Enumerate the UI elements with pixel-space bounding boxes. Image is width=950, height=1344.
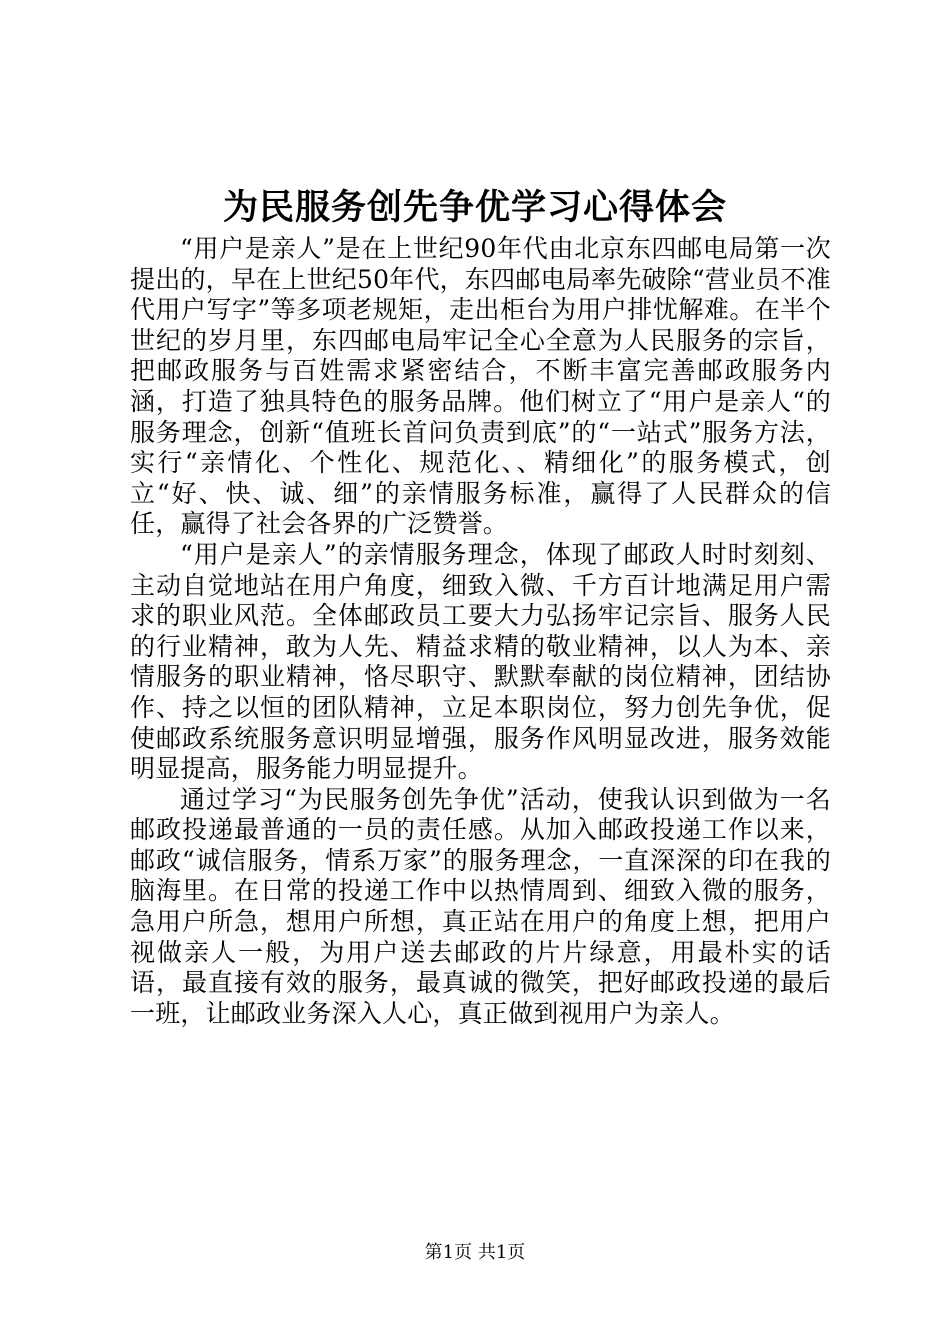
paragraph-2: “用户是亲人”的亲情服务理念，体现了邮政人时时刻刻、主动自觉地站在用户角度，细致入微、千方百计地满足用户需求的职业风范。全体邮政员工要大力弘扬牢记宗旨、服务人民的行业精神，敢为人先、精益求精的敬业精神，以人为本、亲情服务的职业精神，恪尽职守、默默奉献的岗位精神，团结协作、持之以恒的团队精神，立足本职岗位，努力创先争优，促使邮政系统服务意识明显增强，服务作风明显改进，服务效能明显提高，服务能力明显提升。	[130, 539, 831, 784]
document-body	[130, 234, 831, 1029]
paragraph-3: 通过学习“为民服务创先争优”活动，使我认识到做为一名邮政投递最普通的一员的责任感。从加入邮政投递工作以来，邮政“诚信服务，情系万家”的服务理念，一直深深的印在我的脑海里。在日常的投递工作中以热情周到、细致入微的服务，急用户所急，想用户所想，真正站在用户的角度上想，把用户视做亲人一般，为用户送去邮政的片片绿意，用最朴实的话语，最直接有效的服务，最真诚的微笑，把好邮政投递的最后一班，让邮政业务深入人心，真正做到视用户为亲人。	[130, 784, 831, 1028]
paragraph-1: “用户是亲人”是在上世纪90年代由北京东四邮电局第一次提出的，早在上世纪50年代，东四邮电局率先破除“营业员不准代用户写字”等多项老规矩，走出柜台为用户排忧解难。在半个世纪的岁月里，东四邮电局牢记全心全意为人民服务的宗旨，把邮政服务与百姓需求紧密结合，不断丰富完善邮政服务内涵，打造了独具特色的服务品牌。他们树立了“用户是亲人“的服务理念，创新“值班长首问负责到底”的“一站式”服务方法，实行“亲情化、个性化、规范化、、精细化”的服务模式，创立“好、快、诚、细”的亲情服务标准，赢得了人民群众的信任，赢得了社会各界的广泛赞誉。	[130, 234, 831, 539]
page-footer: 第1页 共1页	[424, 1242, 526, 1263]
document-title: 为民服务创先争优学习心得体会	[222, 187, 727, 228]
